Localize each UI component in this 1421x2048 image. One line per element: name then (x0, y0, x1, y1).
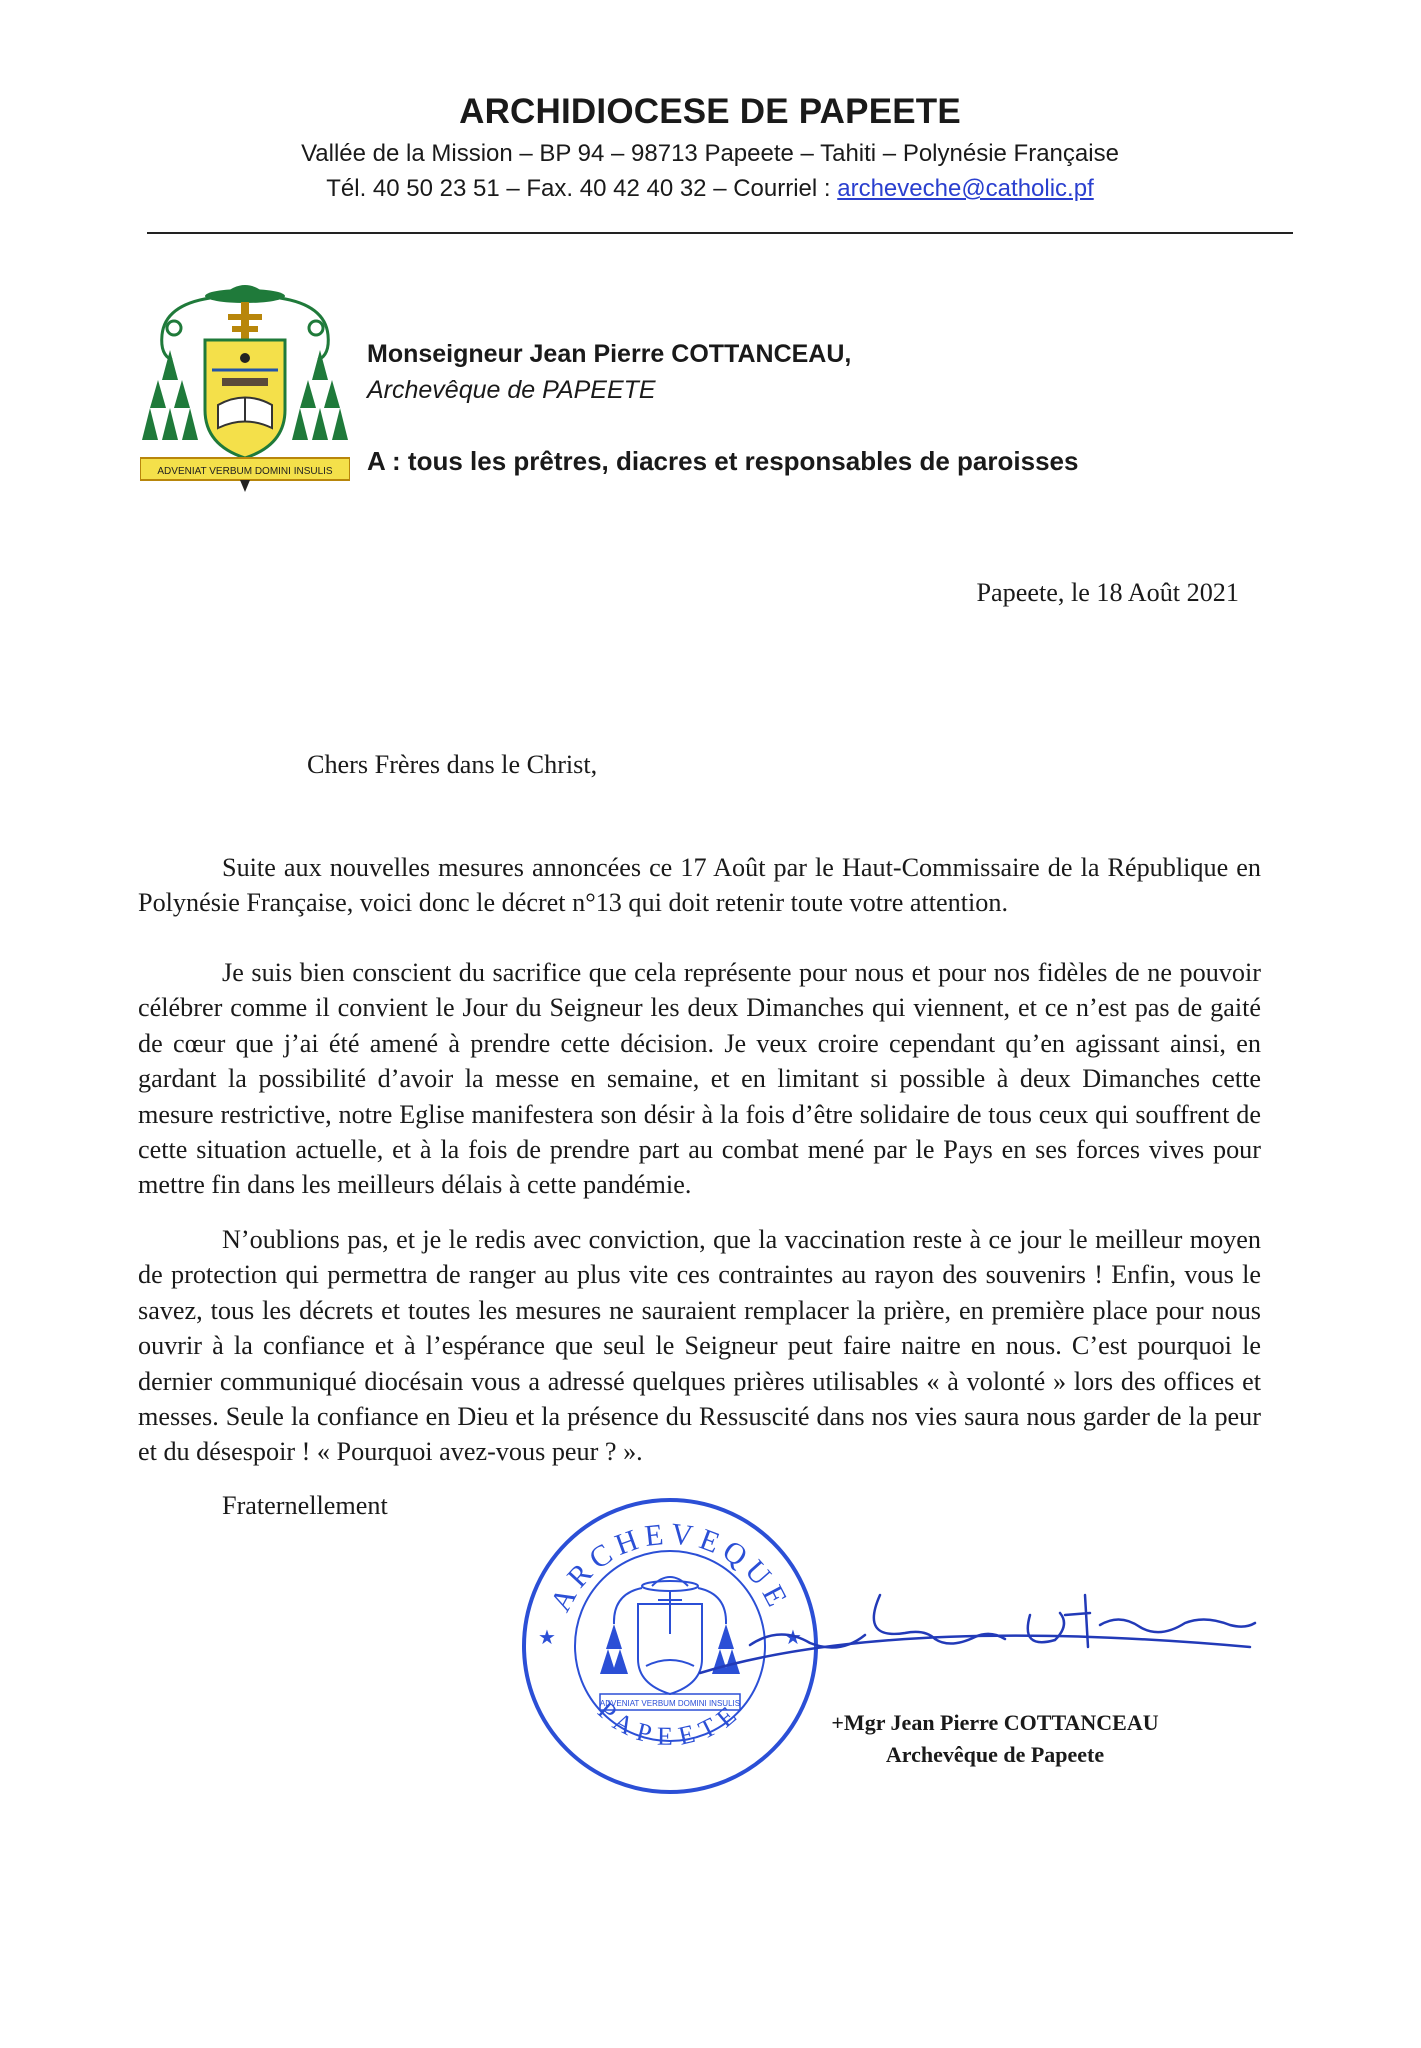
letterhead-title: ARCHIDIOCESE DE PAPEETE (459, 92, 961, 131)
salutation: Chers Frères dans le Christ, (307, 750, 598, 779)
letterhead-contact-text: Tél. 40 50 23 51 – Fax. 40 42 40 32 – Courriel : (326, 175, 838, 202)
sender-name: Monseigneur Jean Pierre COTTANCEAU, (367, 340, 852, 368)
arms-motto: ADVENIAT VERBUM DOMINI INSULIS (157, 466, 333, 477)
svg-text:★: ★ (784, 1627, 802, 1649)
signatory-title: Archevêque de Papeete (885, 1742, 1105, 1767)
handwritten-signature (690, 1555, 1290, 1685)
body-paragraph-1 (138, 850, 1261, 921)
letterhead-divider (147, 232, 1293, 234)
body-paragraph-3 (138, 1222, 1261, 1470)
closing: Fraternellement (222, 1491, 388, 1520)
addressee: A : tous les prêtres, diacres et responsables de paroisses (367, 446, 1079, 476)
signatory-name: +Mgr Jean Pierre COTTANCEAU (831, 1710, 1159, 1735)
email-link[interactable]: archeveche@catholic.pf (837, 175, 1094, 202)
body-paragraph-2 (138, 955, 1261, 1203)
letter-date: Papeete, le 18 Août 2021 (976, 578, 1239, 607)
paragraph-text: N’oublions pas, et je le redis avec conviction, que la vaccination reste à ce jour le meilleur moyen de protection qui permettra de ranger au plus vite ces contraintes au rayon des souvenirs ! Enfin, vous le savez, tous les décrets et toutes les mesures ne sauraient remplacer la prière, en première place pour nous ouvrir à la confiance et à l’espérance que seul le Seigneur peut faire naitre en nous. C’est pourquoi le dernier communiqué diocésain vous a adressé quelques prières utilisables « à volonté » lors des offices et messes. Seule la confiance en Dieu et la présence du Ressuscité dans nos vies saura nous garder de la peur et du désespoir ! « Pourquoi avez-vous peur ? ». (138, 1225, 1261, 1467)
svg-text:★: ★ (538, 1627, 556, 1649)
sender-title: Archevêque de PAPEETE (367, 376, 656, 404)
paragraph-text: Suite aux nouvelles mesures annoncées ce 17 Août par le Haut-Commissaire de la République en Polynésie Française, voici donc le décret n°13 qui doit retenir toute votre attention. (138, 853, 1261, 918)
coat-of-arms-icon (140, 280, 350, 495)
letterhead-contact (250, 175, 1170, 203)
stamp-bottom-text: PAPEETE (592, 1695, 748, 1751)
paragraph-text: Je suis bien conscient du sacrifice que cela représente pour nous et pour nos fidèles de ne pouvoir célébrer comme il convient le Jour du Seigneur les deux Dimanches qui viennent, et ce n’est pas de gaité de cœur que j’ai été amené à prendre cette décision. Je veux croire cependant qu’en agissant ainsi, en gardant la possibilité d’avoir la messe en semaine, et en limitant si possible à deux Dimanches cette mesure restrictive, notre Eglise manifestera son désir à la fois d’être solidaire de tous ceux qui souffrent de cette situation actuelle, et à la fois de prendre part au combat mené par le Pays en ses forces vives pour mettre fin dans les meilleurs délais à cette pandémie. (138, 958, 1261, 1200)
stamp-top-text: ARCHEVEQUE (543, 1517, 797, 1617)
letterhead-address: Vallée de la Mission – BP 94 – 98713 Papeete – Tahiti – Polynésie Française (301, 140, 1119, 167)
stamp-motto: ADVENIAT VERBUM DOMINI INSULIS (599, 1699, 741, 1708)
